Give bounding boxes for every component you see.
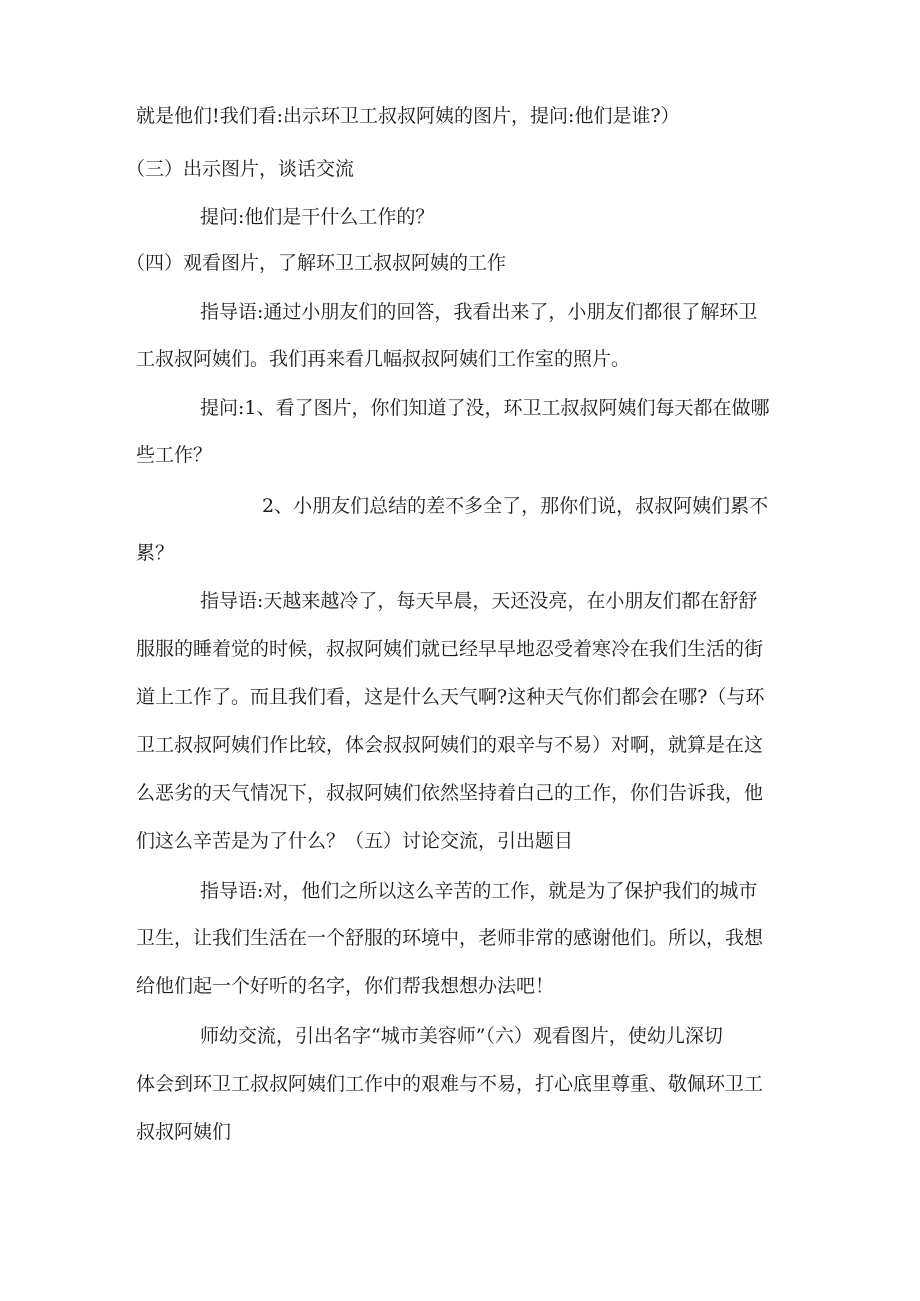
text-line: 指导语:对，他们之所以这么辛苦的工作，就是为了保护我们的城市 xyxy=(200,880,758,902)
text-line: 卫工叔叔阿姨们作比较，体会叔叔阿姨们的艰辛与不易）对啊，就算是在这 xyxy=(136,734,764,756)
text-line: 工叔叔阿姨们。我们再来看几幅叔叔阿姨们工作室的照片。 xyxy=(136,348,631,370)
text-line: 卫生，让我们生活在一个舒服的环境中，老师非常的感谢他们。所以，我想 xyxy=(136,927,764,949)
text-line: 累？ xyxy=(136,542,175,564)
section-heading: （四）观看图片，了解环卫工叔叔阿姨的工作 xyxy=(126,252,507,274)
text-line: 些工作？ xyxy=(136,444,213,466)
text-line: 提问:他们是干什么工作的？ xyxy=(200,206,435,228)
text-line: 体会到环卫工叔叔阿姨们工作中的艰难与不易，打心底里尊重、敬佩环卫工 xyxy=(136,1073,764,1095)
text-line: 提问:1、看了图片，你们知道了没，环卫工叔叔阿姨们每天都在做哪 xyxy=(200,397,770,419)
text-line: 么恶劣的天气情况下，叔叔阿姨们依然坚持着白己的工作，你们告诉我，他 xyxy=(136,782,764,804)
text-line: 道上工作了。而且我们看，这是什么天气啊?这种天气你们都会在哪?（与环 xyxy=(136,686,765,708)
text-line: 师幼交流，引出名字“城市美容师”（六）观看图片，使幼儿深切 xyxy=(200,1025,723,1047)
text-line: 2、小朋友们总结的差不多全了，那你们说，叔叔阿姨们累不 xyxy=(262,495,769,517)
text-line: 就是他们!我们看:出示环卫工叔叔阿姨的图片，提问:他们是谁?） xyxy=(136,105,680,127)
text-line: 指导语:天越来越冷了，每天早晨，天还没亮，在小朋友们都在舒舒 xyxy=(200,590,758,612)
text-line: 叔叔阿姨们 xyxy=(136,1121,232,1143)
text-line: 指导语:通过小朋友们的回答，我看出来了，小朋友们都很了解环卫 xyxy=(200,301,758,323)
text-line: 们这么辛苦是为了什么？（五）讨论交流，引出题目 xyxy=(136,830,574,852)
text-line: 给他们起一个好听的名字，你们帮我想想办法吧！ xyxy=(136,975,555,997)
section-heading: （三）出示图片，谈话交流 xyxy=(126,158,355,180)
text-line: 服服的睡着觉的时候，叔叔阿姨们就已经早早地忍受着寒冷在我们生活的街 xyxy=(136,638,764,660)
